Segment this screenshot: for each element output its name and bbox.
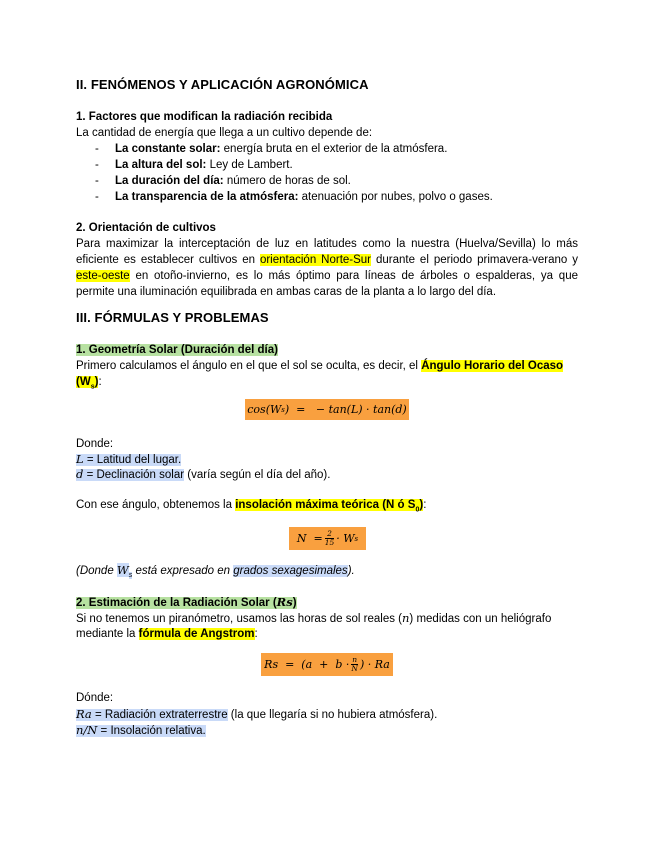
document-page: II. FENÓMENOS Y APLICACIÓN AGRONÓMICA 1. Factores que modifican la radiación recibida La cantidad de energía que llega a un cultivo depende de: - La constante solar: energía bruta en el exterior de la atmósfera. - La altura del sol: Ley de Lambert. - La duración del día: número de horas de sol. - La transparencia de la atmósfera: atenuación por nubes, polvo o gases. 2. Orientación de cultivos Para maximizar la interceptación de luz en latitudes como la nuestra (Huelva/Sevilla) lo más eficiente es establecer cultivos en orientación Norte-Sur durante el periodo primavera-verano y este-oeste en otoño-invierno, es lo más óptimo para líneas de árboles o espalderas, ya que permite una iluminación equilibrada en ambas caras de la planta a lo largo del día. III. FÓRMULAS Y PROBLEMAS 1. Geometría Solar (Duración del día) Primero calculamos el ángulo en el que el sol se oculta, es decir, el Ángulo Horario del Ocaso $(W_s)$: cos(W s ) = − tan(L) · tan(d) Donde: L = Latitud del lugar. d = Declinación solar (varía según el día del año). Con ese ángulo, obtenemos la insolación máxima teórica (N ó $S_0$): N = $\frac{2}{15}$ · W s (Donde $W_s$ está expresado en grados sexagesimales). 2. Estimación de la Radiación Solar (Rs) Si no tenemos un piranómetro, usamos las horas de sol reales (n) medidas con un heliógrafo mediante la fórmula de Angstrom: Rs = (a + b · $\frac{n}{N}$ ) · Ra Dónde: Ra = Radiación extraterrestre (la que llegaría si no hubiera atmósfera). n/N = Insolación relativa. [76, 77, 578, 737]
factor-label: La transparencia de la atmósfera: [115, 191, 299, 203]
factor-text: número de horas de sol. [223, 175, 351, 187]
declination-definition: d = Declinación solar (varía según el día del año). [76, 467, 331, 481]
geometry-intro: Primero calculamos el ángulo en el que el sol se oculta, es decir, el Ángulo Horario del Ocaso [76, 360, 564, 372]
radiation-heading: 2. Estimación de la Radiación Solar (Rs) [76, 595, 297, 609]
factor-text: energía bruta en el exterior de la atmósfera. [220, 143, 448, 155]
highlight-angstrom: fórmula de Angstrom [138, 628, 255, 640]
orientation-paragraph: Para maximizar la interceptación de luz en latitudes como la nuestra (Huelva/Sevilla) lo más eficiente es establecer cultivos en orientación Norte-Sur durante el periodo primavera-verano y este-oeste en otoño-invierno, es lo más óptimo para líneas de árboles o espalderas, ya que permite una iluminación equilibrada en ambas caras de la planta a lo largo del día. [76, 238, 578, 298]
radiation-donde: Dónde: [76, 692, 114, 704]
geometry-intro-cont: $(W_s)$: [76, 376, 102, 391]
orientation-heading: 2. Orientación de cultivos [76, 222, 216, 234]
factors-intro: La cantidad de energía que llega a un cultivo depende de: [76, 127, 373, 139]
ra-definition: Ra = Radiación extraterrestre (la que llegaría si no hubiera atmósfera). [76, 707, 438, 721]
factor-text: atenuación por nubes, polvo o gases. [298, 191, 493, 203]
highlight-north-south: orientación Norte-Sur [259, 254, 372, 266]
radiation-intro: Si no tenemos un piranómetro, usamos las horas de sol reales (n) medidas con un heliógrafo [76, 611, 552, 625]
factor-text: Ley de Lambert. [206, 159, 293, 171]
geometry-heading: 1. Geometría Solar (Duración del día) [76, 344, 278, 356]
geometry-donde: Donde: [76, 438, 114, 450]
units-note: (Donde $W_s$ está expresado en grados sexagesimales). [76, 563, 355, 580]
factor-label: La duración del día: [115, 175, 224, 187]
highlight-hour-angle: Ángulo Horario del Ocaso [421, 360, 564, 372]
angstrom-formula: Rs = (a + b · $\frac{n}{N}$ ) · Ra [261, 653, 393, 676]
highlight-east-west: este-oeste [76, 270, 130, 282]
factors-heading: 1. Factores que modifican la radiación recibida [76, 111, 333, 123]
radiation-intro-cont: mediante la fórmula de Angstrom: [76, 628, 258, 640]
insolation-intro: Con ese ángulo, obtenemos la insolación máxima teórica (N ó $S_0$): [76, 499, 427, 514]
max-insolation-formula: N = $\frac{2}{15}$ · W s [289, 527, 366, 550]
sunset-hour-angle-formula: cos(W s ) = − tan(L) · tan(d) [245, 399, 409, 420]
factor-label: La constante solar: [115, 143, 221, 155]
latitude-definition: L = Latitud del lugar. [76, 452, 182, 466]
section-3-title: III. FÓRMULAS Y PROBLEMAS [76, 310, 269, 325]
factor-label: La altura del sol: [115, 159, 207, 171]
section-2-title: II. FENÓMENOS Y APLICACIÓN AGRONÓMICA [76, 77, 369, 92]
relative-insolation-definition: n/N = Insolación relativa. [76, 723, 206, 737]
